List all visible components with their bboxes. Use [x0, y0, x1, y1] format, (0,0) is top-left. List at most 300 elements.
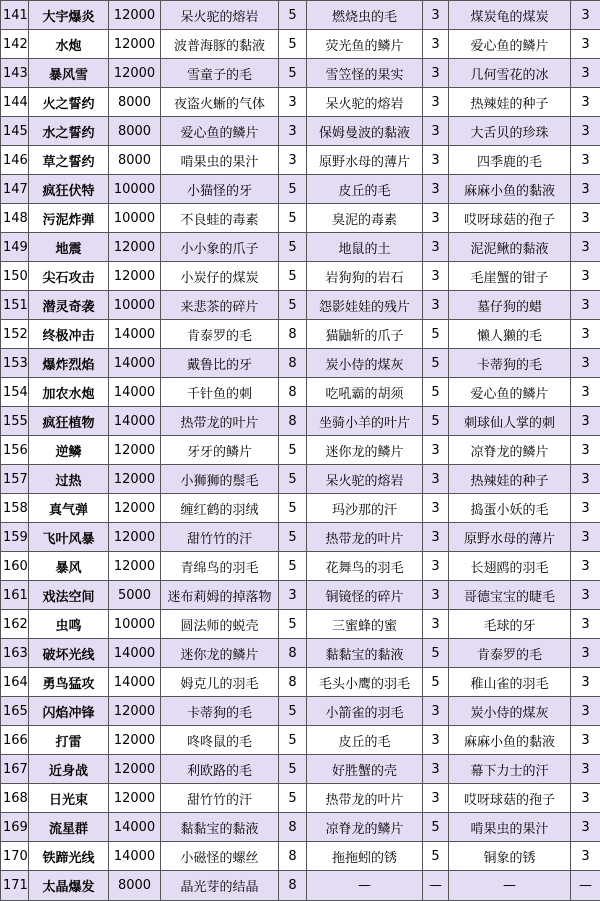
material-1-qty-cell: 8 [279, 378, 307, 407]
tm-number-cell: 159 [1, 523, 29, 552]
move-name-cell: 打雷 [29, 726, 109, 755]
tm-number-cell: 158 [1, 494, 29, 523]
material-2-cell: 吃吼霸的胡须 [307, 378, 423, 407]
move-name-cell: 加农水炮 [29, 378, 109, 407]
material-2-cell: 原野水母的薄片 [307, 146, 423, 175]
material-3-cell: 啃果虫的果汁 [449, 813, 571, 842]
material-3-cell: 煤炭龟的煤炭 [449, 1, 571, 30]
material-2-qty-cell: 5 [423, 378, 449, 407]
material-1-cell: 波普海豚的黏液 [161, 30, 279, 59]
material-2-cell: 玛沙那的汗 [307, 494, 423, 523]
material-1-qty-cell: 8 [279, 842, 307, 871]
material-3-cell: 大舌贝的珍珠 [449, 117, 571, 146]
material-1-cell: 不良蛙的毒素 [161, 204, 279, 233]
tm-number-cell: 149 [1, 233, 29, 262]
material-1-cell: 甜竹竹的汗 [161, 784, 279, 813]
material-1-qty-cell: 5 [279, 233, 307, 262]
price-cell: 12000 [109, 755, 161, 784]
move-name-cell: 铁蹄光线 [29, 842, 109, 871]
tm-number-cell: 156 [1, 436, 29, 465]
material-2-qty-cell: 3 [423, 523, 449, 552]
material-3-cell: 肯泰罗的毛 [449, 639, 571, 668]
material-2-qty-cell: 3 [423, 233, 449, 262]
price-cell: 14000 [109, 349, 161, 378]
material-3-qty-cell: 3 [571, 639, 600, 668]
tm-number-cell: 146 [1, 146, 29, 175]
material-2-qty-cell: 5 [423, 320, 449, 349]
tm-number-cell: 148 [1, 204, 29, 233]
material-1-cell: 小磁怪的螺丝 [161, 842, 279, 871]
tm-number-cell: 154 [1, 378, 29, 407]
material-3-qty-cell: 3 [571, 204, 600, 233]
material-2-qty-cell: 3 [423, 117, 449, 146]
material-1-cell: 热带龙的叶片 [161, 407, 279, 436]
material-2-qty-cell: 3 [423, 784, 449, 813]
material-3-cell: 原野水母的薄片 [449, 523, 571, 552]
tm-number-cell: 167 [1, 755, 29, 784]
material-1-cell: 利欧路的毛 [161, 755, 279, 784]
price-cell: 8000 [109, 146, 161, 175]
material-2-cell: 黏黏宝的黏液 [307, 639, 423, 668]
material-2-qty-cell: 3 [423, 204, 449, 233]
move-name-cell: 真气弹 [29, 494, 109, 523]
material-1-qty-cell: 5 [279, 30, 307, 59]
material-1-qty-cell: 3 [279, 581, 307, 610]
move-name-cell: 地震 [29, 233, 109, 262]
move-name-cell: 潜灵奇袭 [29, 291, 109, 320]
material-2-cell: 臭泥的毒素 [307, 204, 423, 233]
table-row [1, 639, 600, 668]
material-2-qty-cell: 5 [423, 842, 449, 871]
material-1-qty-cell: 3 [279, 88, 307, 117]
table-row [1, 146, 600, 175]
move-name-cell: 勇鸟猛攻 [29, 668, 109, 697]
material-1-cell: 卡蒂狗的毛 [161, 697, 279, 726]
price-cell: 8000 [109, 117, 161, 146]
material-3-qty-cell: 3 [571, 842, 600, 871]
material-3-qty-cell: 3 [571, 349, 600, 378]
material-1-qty-cell: 5 [279, 784, 307, 813]
table-row [1, 552, 600, 581]
price-cell: 12000 [109, 233, 161, 262]
material-2-qty-cell: 3 [423, 755, 449, 784]
material-3-cell: 四季鹿的毛 [449, 146, 571, 175]
material-3-cell: 长翅鸥的羽毛 [449, 552, 571, 581]
price-cell: 12000 [109, 697, 161, 726]
material-2-qty-cell: 3 [423, 610, 449, 639]
price-cell: 12000 [109, 552, 161, 581]
material-3-qty-cell: 3 [571, 88, 600, 117]
price-cell: 5000 [109, 581, 161, 610]
material-1-qty-cell: 5 [279, 494, 307, 523]
table-row [1, 581, 600, 610]
material-1-cell: 小猫怪的牙 [161, 175, 279, 204]
material-2-cell: 迷你龙的鳞片 [307, 436, 423, 465]
material-3-qty-cell: 3 [571, 552, 600, 581]
material-2-cell: 铜镜怪的碎片 [307, 581, 423, 610]
material-2-cell: 保姆曼波的黏液 [307, 117, 423, 146]
move-name-cell: 尖石攻击 [29, 262, 109, 291]
material-1-qty-cell: 5 [279, 204, 307, 233]
tm-number-cell: 153 [1, 349, 29, 378]
price-cell: 8000 [109, 88, 161, 117]
material-3-qty-cell: 3 [571, 320, 600, 349]
material-1-cell: 迷布莉姆的掉落物 [161, 581, 279, 610]
tm-number-cell: 141 [1, 1, 29, 30]
tm-number-cell: 171 [1, 871, 29, 901]
material-3-qty-cell: 3 [571, 407, 600, 436]
table-row [1, 30, 600, 59]
material-2-qty-cell: 5 [423, 813, 449, 842]
material-1-cell: 牙牙的鳞片 [161, 436, 279, 465]
material-2-qty-cell: 3 [423, 494, 449, 523]
material-1-qty-cell: 5 [279, 726, 307, 755]
move-name-cell: 爆炸烈焰 [29, 349, 109, 378]
material-2-qty-cell: 3 [423, 291, 449, 320]
material-1-cell: 咚咚鼠的毛 [161, 726, 279, 755]
tm-number-cell: 162 [1, 610, 29, 639]
move-name-cell: 闪焰冲锋 [29, 697, 109, 726]
table-row [1, 697, 600, 726]
material-2-cell: 燃烧虫的毛 [307, 1, 423, 30]
material-3-cell: 哎呀球菇的孢子 [449, 784, 571, 813]
move-name-cell: 疯狂植物 [29, 407, 109, 436]
material-1-cell: 迷你龙的鳞片 [161, 639, 279, 668]
material-3-cell: 铜象的锈 [449, 842, 571, 871]
tm-number-cell: 160 [1, 552, 29, 581]
price-cell: 14000 [109, 813, 161, 842]
material-3-qty-cell: 3 [571, 233, 600, 262]
table-row [1, 465, 600, 494]
price-cell: 14000 [109, 378, 161, 407]
material-2-cell: 猫鼬斩的爪子 [307, 320, 423, 349]
material-1-qty-cell: 5 [279, 1, 307, 30]
material-1-qty-cell: 3 [279, 117, 307, 146]
material-3-cell: 几何雪花的冰 [449, 59, 571, 88]
table-row [1, 523, 600, 552]
material-2-qty-cell: 3 [423, 146, 449, 175]
price-cell: 14000 [109, 407, 161, 436]
material-3-qty-cell: 3 [571, 262, 600, 291]
material-3-qty-cell: 3 [571, 668, 600, 697]
material-1-qty-cell: 8 [279, 639, 307, 668]
material-1-cell: 圆法师的蜕壳 [161, 610, 279, 639]
material-1-cell: 小狮狮的鬃毛 [161, 465, 279, 494]
material-3-qty-cell: 3 [571, 1, 600, 30]
table-row [1, 784, 600, 813]
material-3-cell: 毛崖蟹的钳子 [449, 262, 571, 291]
material-3-qty-cell: 3 [571, 465, 600, 494]
move-name-cell: 暴风 [29, 552, 109, 581]
material-1-cell: 雪童子的毛 [161, 59, 279, 88]
move-name-cell: 大宇爆炎 [29, 1, 109, 30]
table-row [1, 320, 600, 349]
material-1-qty-cell: 8 [279, 871, 307, 901]
price-cell: 12000 [109, 262, 161, 291]
material-2-cell: 荧光鱼的鳞片 [307, 30, 423, 59]
material-2-qty-cell: 5 [423, 639, 449, 668]
table-row [1, 59, 600, 88]
material-2-cell: 毛头小鹰的羽毛 [307, 668, 423, 697]
material-1-cell: 小小象的爪子 [161, 233, 279, 262]
material-1-cell: 青绵鸟的羽毛 [161, 552, 279, 581]
material-2-cell: 好胜蟹的壳 [307, 755, 423, 784]
material-2-cell: 小箭雀的羽毛 [307, 697, 423, 726]
material-3-qty-cell: 3 [571, 146, 600, 175]
price-cell: 12000 [109, 465, 161, 494]
table-row [1, 88, 600, 117]
material-3-qty-cell: 3 [571, 291, 600, 320]
price-cell: 8000 [109, 871, 161, 901]
tm-number-cell: 164 [1, 668, 29, 697]
material-2-cell: 三蜜蜂的蜜 [307, 610, 423, 639]
material-2-qty-cell: 3 [423, 175, 449, 204]
material-1-cell: 千针鱼的刺 [161, 378, 279, 407]
tm-number-cell: 143 [1, 59, 29, 88]
material-2-cell: 热带龙的叶片 [307, 523, 423, 552]
material-3-cell: 墓仔狗的蜡 [449, 291, 571, 320]
move-name-cell: 过热 [29, 465, 109, 494]
material-3-cell: — [449, 871, 571, 901]
move-name-cell: 草之誓约 [29, 146, 109, 175]
material-2-cell: — [307, 871, 423, 901]
material-2-cell: 拖拖蚓的锈 [307, 842, 423, 871]
material-3-cell: 哥德宝宝的睫毛 [449, 581, 571, 610]
tm-number-cell: 168 [1, 784, 29, 813]
table-body [1, 1, 600, 901]
material-2-qty-cell: 3 [423, 436, 449, 465]
material-3-cell: 热辣娃的种子 [449, 88, 571, 117]
material-1-qty-cell: 5 [279, 552, 307, 581]
table-row [1, 610, 600, 639]
material-1-qty-cell: 3 [279, 146, 307, 175]
material-2-cell: 呆火驼的熔岩 [307, 465, 423, 494]
material-1-qty-cell: 5 [279, 465, 307, 494]
material-2-cell: 皮丘的毛 [307, 726, 423, 755]
material-1-cell: 肯泰罗的毛 [161, 320, 279, 349]
material-3-cell: 麻麻小鱼的黏液 [449, 175, 571, 204]
material-2-cell: 坐骑小羊的叶片 [307, 407, 423, 436]
table-row [1, 291, 600, 320]
material-1-cell: 夜盗火蜥的气体 [161, 88, 279, 117]
move-name-cell: 火之誓约 [29, 88, 109, 117]
price-cell: 12000 [109, 30, 161, 59]
material-3-qty-cell: 3 [571, 784, 600, 813]
material-1-qty-cell: 5 [279, 436, 307, 465]
table-row [1, 726, 600, 755]
material-3-qty-cell: 3 [571, 755, 600, 784]
material-1-cell: 戴鲁比的牙 [161, 349, 279, 378]
move-name-cell: 疯狂伏特 [29, 175, 109, 204]
table-row [1, 262, 600, 291]
material-2-qty-cell: 3 [423, 465, 449, 494]
material-1-qty-cell: 5 [279, 262, 307, 291]
tm-number-cell: 166 [1, 726, 29, 755]
material-3-cell: 热辣娃的种子 [449, 465, 571, 494]
table-row [1, 1, 600, 30]
table-row [1, 842, 600, 871]
material-1-qty-cell: 5 [279, 175, 307, 204]
table-row [1, 233, 600, 262]
material-3-qty-cell: 3 [571, 436, 600, 465]
move-name-cell: 流星群 [29, 813, 109, 842]
tm-number-cell: 163 [1, 639, 29, 668]
material-1-qty-cell: 5 [279, 523, 307, 552]
material-3-cell: 卡蒂狗的毛 [449, 349, 571, 378]
material-2-qty-cell: 5 [423, 349, 449, 378]
material-3-cell: 捣蛋小妖的毛 [449, 494, 571, 523]
price-cell: 12000 [109, 494, 161, 523]
table-row [1, 813, 600, 842]
price-cell: 10000 [109, 291, 161, 320]
tm-number-cell: 147 [1, 175, 29, 204]
material-3-cell: 泥泥鳅的黏液 [449, 233, 571, 262]
tm-number-cell: 169 [1, 813, 29, 842]
table-row [1, 204, 600, 233]
material-1-cell: 姆克儿的羽毛 [161, 668, 279, 697]
move-name-cell: 飞叶风暴 [29, 523, 109, 552]
material-1-qty-cell: 5 [279, 697, 307, 726]
material-3-qty-cell: 3 [571, 697, 600, 726]
material-1-cell: 黏黏宝的黏液 [161, 813, 279, 842]
material-1-qty-cell: 8 [279, 349, 307, 378]
material-2-qty-cell: 3 [423, 59, 449, 88]
tm-number-cell: 157 [1, 465, 29, 494]
tm-number-cell: 145 [1, 117, 29, 146]
price-cell: 12000 [109, 726, 161, 755]
table-row [1, 378, 600, 407]
table-row [1, 175, 600, 204]
price-cell: 12000 [109, 784, 161, 813]
material-3-cell: 稚山雀的羽毛 [449, 668, 571, 697]
table-row [1, 755, 600, 784]
table-row [1, 407, 600, 436]
material-3-cell: 凉脊龙的鳞片 [449, 436, 571, 465]
move-name-cell: 破坏光线 [29, 639, 109, 668]
material-3-cell: 幕下力士的汗 [449, 755, 571, 784]
material-1-cell: 小炭仔的煤炭 [161, 262, 279, 291]
price-cell: 12000 [109, 1, 161, 30]
material-3-qty-cell: 3 [571, 726, 600, 755]
table-row [1, 668, 600, 697]
material-3-qty-cell: 3 [571, 378, 600, 407]
move-name-cell: 虫鸣 [29, 610, 109, 639]
material-3-qty-cell: 3 [571, 30, 600, 59]
material-3-cell: 哎呀球菇的孢子 [449, 204, 571, 233]
material-3-cell: 麻麻小鱼的黏液 [449, 726, 571, 755]
price-cell: 10000 [109, 175, 161, 204]
material-2-cell: 皮丘的毛 [307, 175, 423, 204]
material-2-cell: 花舞鸟的羽毛 [307, 552, 423, 581]
price-cell: 12000 [109, 59, 161, 88]
price-cell: 14000 [109, 842, 161, 871]
material-1-cell: 啃果虫的果汁 [161, 146, 279, 175]
tm-number-cell: 161 [1, 581, 29, 610]
material-1-cell: 晶光芽的结晶 [161, 871, 279, 901]
table-row [1, 871, 600, 901]
tm-number-cell: 144 [1, 88, 29, 117]
material-3-cell: 刺球仙人掌的刺 [449, 407, 571, 436]
material-2-cell: 岩狗狗的岩石 [307, 262, 423, 291]
table-row [1, 349, 600, 378]
tm-number-cell: 142 [1, 30, 29, 59]
price-cell: 14000 [109, 668, 161, 697]
material-1-qty-cell: 8 [279, 407, 307, 436]
material-2-cell: 热带龙的叶片 [307, 784, 423, 813]
material-2-qty-cell: 3 [423, 1, 449, 30]
material-1-qty-cell: 5 [279, 610, 307, 639]
material-2-qty-cell: 3 [423, 262, 449, 291]
material-3-qty-cell: 3 [571, 175, 600, 204]
material-3-qty-cell: — [571, 871, 600, 901]
table-row [1, 436, 600, 465]
price-cell: 14000 [109, 639, 161, 668]
price-cell: 12000 [109, 436, 161, 465]
material-3-qty-cell: 3 [571, 813, 600, 842]
price-cell: 10000 [109, 204, 161, 233]
material-2-cell: 地鼠的土 [307, 233, 423, 262]
move-name-cell: 太晶爆发 [29, 871, 109, 901]
table-row [1, 494, 600, 523]
material-3-qty-cell: 3 [571, 581, 600, 610]
material-1-qty-cell: 8 [279, 668, 307, 697]
tm-number-cell: 152 [1, 320, 29, 349]
material-1-cell: 缠红鹤的羽绒 [161, 494, 279, 523]
material-3-cell: 炭小侍的煤灰 [449, 697, 571, 726]
material-1-cell: 爱心鱼的鳞片 [161, 117, 279, 146]
material-1-cell: 甜竹竹的汗 [161, 523, 279, 552]
material-2-cell: 炭小侍的煤灰 [307, 349, 423, 378]
material-2-qty-cell: — [423, 871, 449, 901]
move-name-cell: 逆鳞 [29, 436, 109, 465]
move-name-cell: 日光束 [29, 784, 109, 813]
price-cell: 12000 [109, 523, 161, 552]
material-3-qty-cell: 3 [571, 117, 600, 146]
material-1-qty-cell: 8 [279, 320, 307, 349]
material-2-qty-cell: 3 [423, 552, 449, 581]
material-1-qty-cell: 5 [279, 59, 307, 88]
material-3-qty-cell: 3 [571, 59, 600, 88]
material-2-cell: 凉脊龙的鳞片 [307, 813, 423, 842]
material-2-qty-cell: 3 [423, 697, 449, 726]
material-3-cell: 爱心鱼的鳞片 [449, 378, 571, 407]
material-1-qty-cell: 5 [279, 291, 307, 320]
tm-number-cell: 155 [1, 407, 29, 436]
material-2-qty-cell: 5 [423, 407, 449, 436]
move-name-cell: 戏法空间 [29, 581, 109, 610]
material-3-cell: 懒人獭的毛 [449, 320, 571, 349]
material-2-qty-cell: 3 [423, 30, 449, 59]
tm-number-cell: 170 [1, 842, 29, 871]
material-2-qty-cell: 3 [423, 726, 449, 755]
move-name-cell: 污泥炸弹 [29, 204, 109, 233]
price-cell: 14000 [109, 320, 161, 349]
material-1-qty-cell: 5 [279, 755, 307, 784]
material-2-qty-cell: 3 [423, 88, 449, 117]
material-2-qty-cell: 5 [423, 668, 449, 697]
tm-number-cell: 151 [1, 291, 29, 320]
material-1-cell: 呆火驼的熔岩 [161, 1, 279, 30]
tm-number-cell: 150 [1, 262, 29, 291]
material-3-qty-cell: 3 [571, 610, 600, 639]
material-2-qty-cell: 3 [423, 581, 449, 610]
material-2-cell: 雪笠怪的果实 [307, 59, 423, 88]
material-3-cell: 毛球的牙 [449, 610, 571, 639]
material-2-cell: 呆火驼的熔岩 [307, 88, 423, 117]
move-name-cell: 近身战 [29, 755, 109, 784]
price-cell: 10000 [109, 610, 161, 639]
material-3-qty-cell: 3 [571, 523, 600, 552]
